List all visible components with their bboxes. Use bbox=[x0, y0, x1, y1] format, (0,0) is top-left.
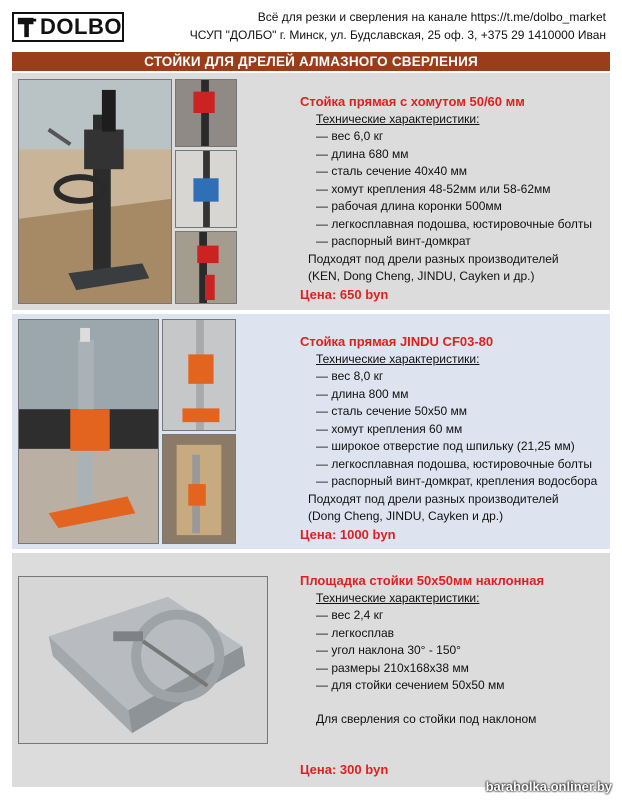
product-1-info bbox=[300, 93, 592, 303]
spec-item: — размеры 210х168х38 мм bbox=[316, 660, 544, 678]
dolbo-logo bbox=[12, 12, 124, 42]
product-3-main-photo bbox=[18, 576, 268, 744]
spec-item: — сталь сечение 50х50 мм bbox=[316, 403, 597, 421]
product-3-specs bbox=[300, 607, 544, 695]
logo-text: DOLBO bbox=[40, 14, 122, 39]
spec-item: — легкосплавная подошва, юстировочные болты bbox=[316, 456, 597, 474]
product-1-photo-4 bbox=[175, 231, 237, 304]
watermark: baraholka.onliner.by bbox=[485, 779, 612, 794]
product-section-1 bbox=[12, 73, 610, 310]
spec-item: — распорный винт-домкрат bbox=[316, 233, 592, 251]
product-1-note: Подходят под дрели разных производителей bbox=[308, 251, 559, 266]
spec-item: — длина 680 мм bbox=[316, 146, 592, 164]
product-1-main-photo bbox=[18, 79, 172, 304]
product-1-specs-heading: Технические характеристики: bbox=[316, 111, 480, 126]
spec-item: — хомут крепления 48-52мм или 58-62мм bbox=[316, 181, 592, 199]
product-1-price: Цена: 650 byn bbox=[300, 286, 389, 302]
product-2-note: Подходят под дрели разных производителей bbox=[308, 491, 559, 506]
spec-item: — вес 6,0 кг bbox=[316, 128, 592, 146]
product-section-3 bbox=[12, 553, 610, 787]
product-2-specs bbox=[300, 368, 597, 491]
product-1-photo-3 bbox=[175, 150, 237, 228]
header-address-text: ЧСУП "ДОЛБО" г. Минск, ул. Будславская, 25 оф. 3, +375 29 1410000 Иван bbox=[189, 28, 606, 42]
product-2-note-brands: (Dong Cheng, JINDU, Cayken и др.) bbox=[308, 509, 504, 523]
product-1-specs bbox=[300, 128, 592, 251]
product-2-price: Цена: 1000 byn bbox=[300, 526, 396, 542]
product-2-photo-3 bbox=[162, 434, 236, 544]
spec-item: — распорный винт-домкрат, крепления водосбора bbox=[316, 473, 597, 491]
product-2-photo-2 bbox=[162, 319, 236, 431]
spec-item: — вес 2,4 кг bbox=[316, 607, 544, 625]
page-banner: СТОЙКИ ДЛЯ ДРЕЛЕЙ АЛМАЗНОГО СВЕРЛЕНИЯ bbox=[12, 52, 610, 71]
product-3-title: Площадка стойки 50х50мм наклонная bbox=[300, 573, 545, 588]
spec-item: — для стойки сечением 50х50 мм bbox=[316, 677, 544, 695]
product-2-info bbox=[300, 333, 597, 543]
product-3-info bbox=[300, 572, 544, 779]
spec-item: — рабочая длина коронки 500мм bbox=[316, 198, 592, 216]
spec-item: — длина 800 мм bbox=[316, 386, 597, 404]
spec-item: — легкосплав bbox=[316, 625, 544, 643]
product-2-title: Стойка прямая JINDU CF03-80 bbox=[300, 334, 494, 349]
spec-item: — вес 8,0 кг bbox=[316, 368, 597, 386]
product-3-specs-heading: Технические характеристики: bbox=[316, 590, 480, 605]
product-3-price: Цена: 300 byn bbox=[300, 762, 389, 777]
product-2-specs-heading: Технические характеристики: bbox=[316, 351, 480, 366]
product-section-2 bbox=[12, 314, 610, 549]
product-1-note-brands: (KEN, Dong Cheng, JINDU, Cayken и др.) bbox=[308, 269, 535, 283]
spec-item: — угол наклона 30° - 150° bbox=[316, 642, 544, 660]
spec-item: — сталь сечение 40х40 мм bbox=[316, 163, 592, 181]
product-2-main-photo bbox=[18, 319, 159, 544]
product-3-note: Для сверления со стойки под наклоном bbox=[316, 711, 537, 726]
header-channel-text: Всё для резки и сверления на канале https://t.me/dolbo_market bbox=[257, 10, 606, 24]
product-1-title: Стойка прямая с хомутом 50/60 мм bbox=[300, 94, 525, 109]
spec-item: — широкое отверстие под шпильку (21,25 мм) bbox=[316, 438, 597, 456]
spec-item: — хомут крепления 60 мм bbox=[316, 421, 597, 439]
spec-item: — легкосплавная подошва, юстировочные болты bbox=[316, 216, 592, 234]
hammer-icon bbox=[16, 14, 38, 40]
product-1-photo-2 bbox=[175, 79, 237, 147]
page-header bbox=[0, 0, 622, 50]
